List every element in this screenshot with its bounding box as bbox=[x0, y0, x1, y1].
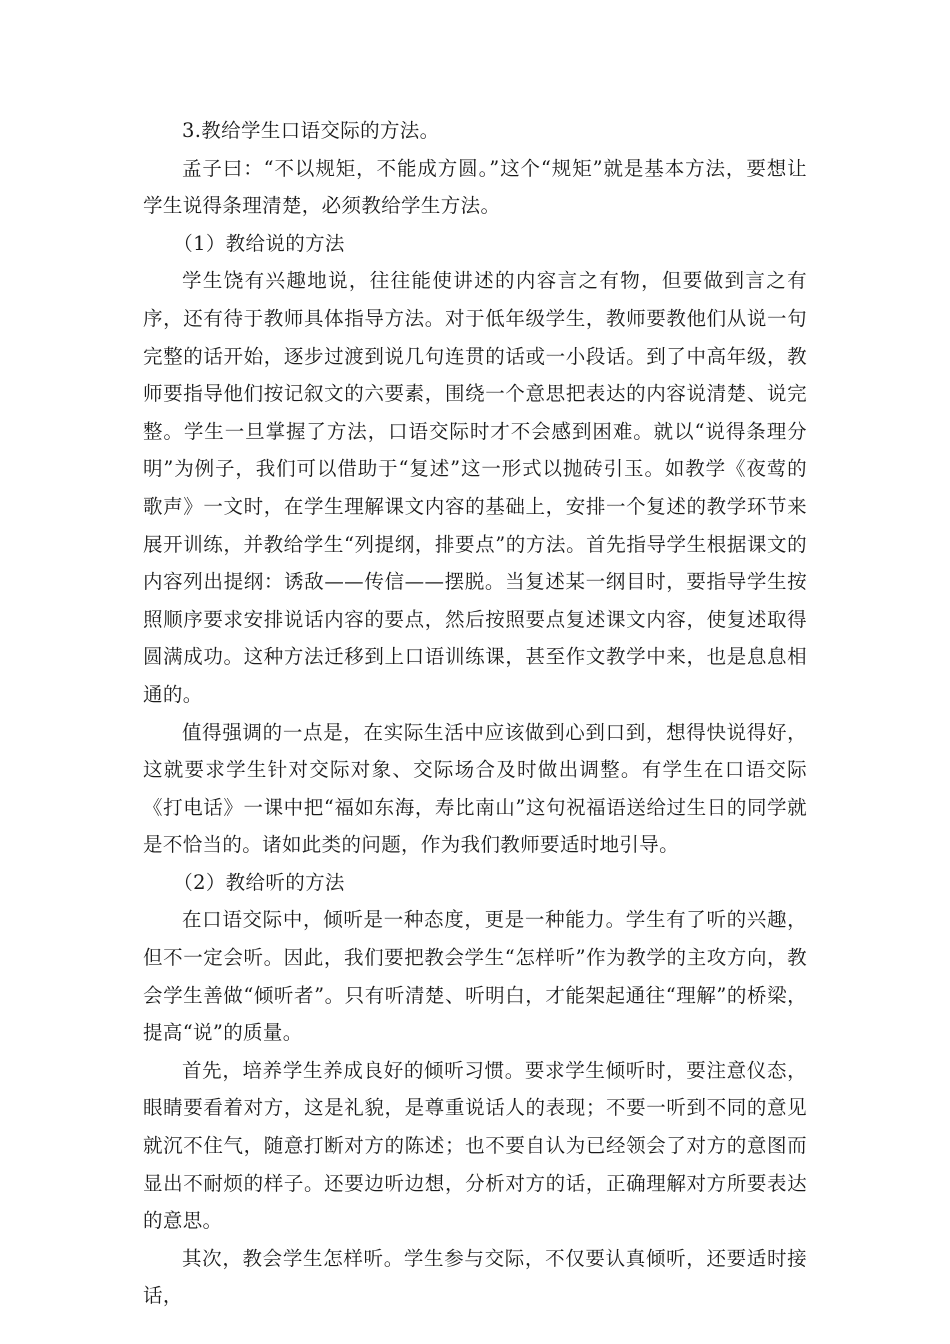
paragraph-intro: 孟子曰：“不以规矩，不能成方圆。”这个“规矩”就是基本方法，要想让学生说得条理清楚，必须教给学生方法。 bbox=[143, 156, 807, 218]
paragraph-speak-1: 学生饶有兴趣地说，往往能使讲述的内容言之有物，但要做到言之有序，还有待于教师具体指导方法。对于低年级学生，教师要教他们从说一句完整的话开始，逐步过渡到说几句连贯的话或一小段话。到了中高年级，教师要指导他们按记叙文的六要素，围绕一个意思把表达的内容说清楚、说完整。学生一旦掌握了方法，口语交际时才不会感到困难。就以“说得条理分明”为例子，我们可以借助于“复述”这一形式以抛砖引玉。如教学《夜莺的歌声》一文时，在学生理解课文内容的基础上，安排一个复述的教学环节来展开训练，并教给学生“列提纲，排要点”的方法。首先指导学生根据课文的内容列出提纲：诱敌——传信——摆脱。当复述某一纲目时，要指导学生按照顺序要求安排说话内容的要点，然后按照要点复述课文内容，使复述取得圆满成功。这种方法迁移到上口语训练课，甚至作文教学中来，也是息息相通的。 bbox=[143, 269, 807, 706]
subsection-heading-listen: （2）教给听的方法 bbox=[173, 870, 345, 894]
section-heading: 3.教给学生口语交际的方法。 bbox=[182, 119, 440, 142]
paragraph-speak-2: 值得强调的一点是，在实际生活中应该做到心到口到，想得快说得好，这就要求学生针对交际对象、交际场合及时做出调整。有学生在口语交际《打电话》一课中把“福如东海，寿比南山”这句祝福语送给过生日的同学就是不恰当的。诸如此类的问题，作为我们教师要适时地引导。 bbox=[143, 720, 807, 857]
paragraph-listen-2: 首先，培养学生养成良好的倾听习惯。要求学生倾听时，要注意仪态，眼睛要看着对方，这是礼貌，是尊重说话人的表现；不要一听到不同的意见就沉不住气，随意打断对方的陈述；也不要自认为已经领会了对方的意图而显出不耐烦的样子。还要边听边想，分析对方的话，正确理解对方所要表达的意思。 bbox=[143, 1058, 807, 1233]
document-body bbox=[143, 112, 807, 1315]
paragraph-listen-3: 其次，教会学生怎样听。学生参与交际，不仅要认真倾听，还要适时接话， bbox=[143, 1246, 807, 1308]
subsection-heading-speak: （1）教给说的方法 bbox=[173, 231, 345, 255]
paragraph-listen-1: 在口语交际中，倾听是一种态度，更是一种能力。学生有了听的兴趣，但不一定会听。因此，我们要把教会学生“怎样听”作为教学的主攻方向，教会学生善做“倾听者”。只有听清楚、听明白，才能架起通往“理解”的桥梁，提高“说”的质量。 bbox=[143, 908, 807, 1045]
